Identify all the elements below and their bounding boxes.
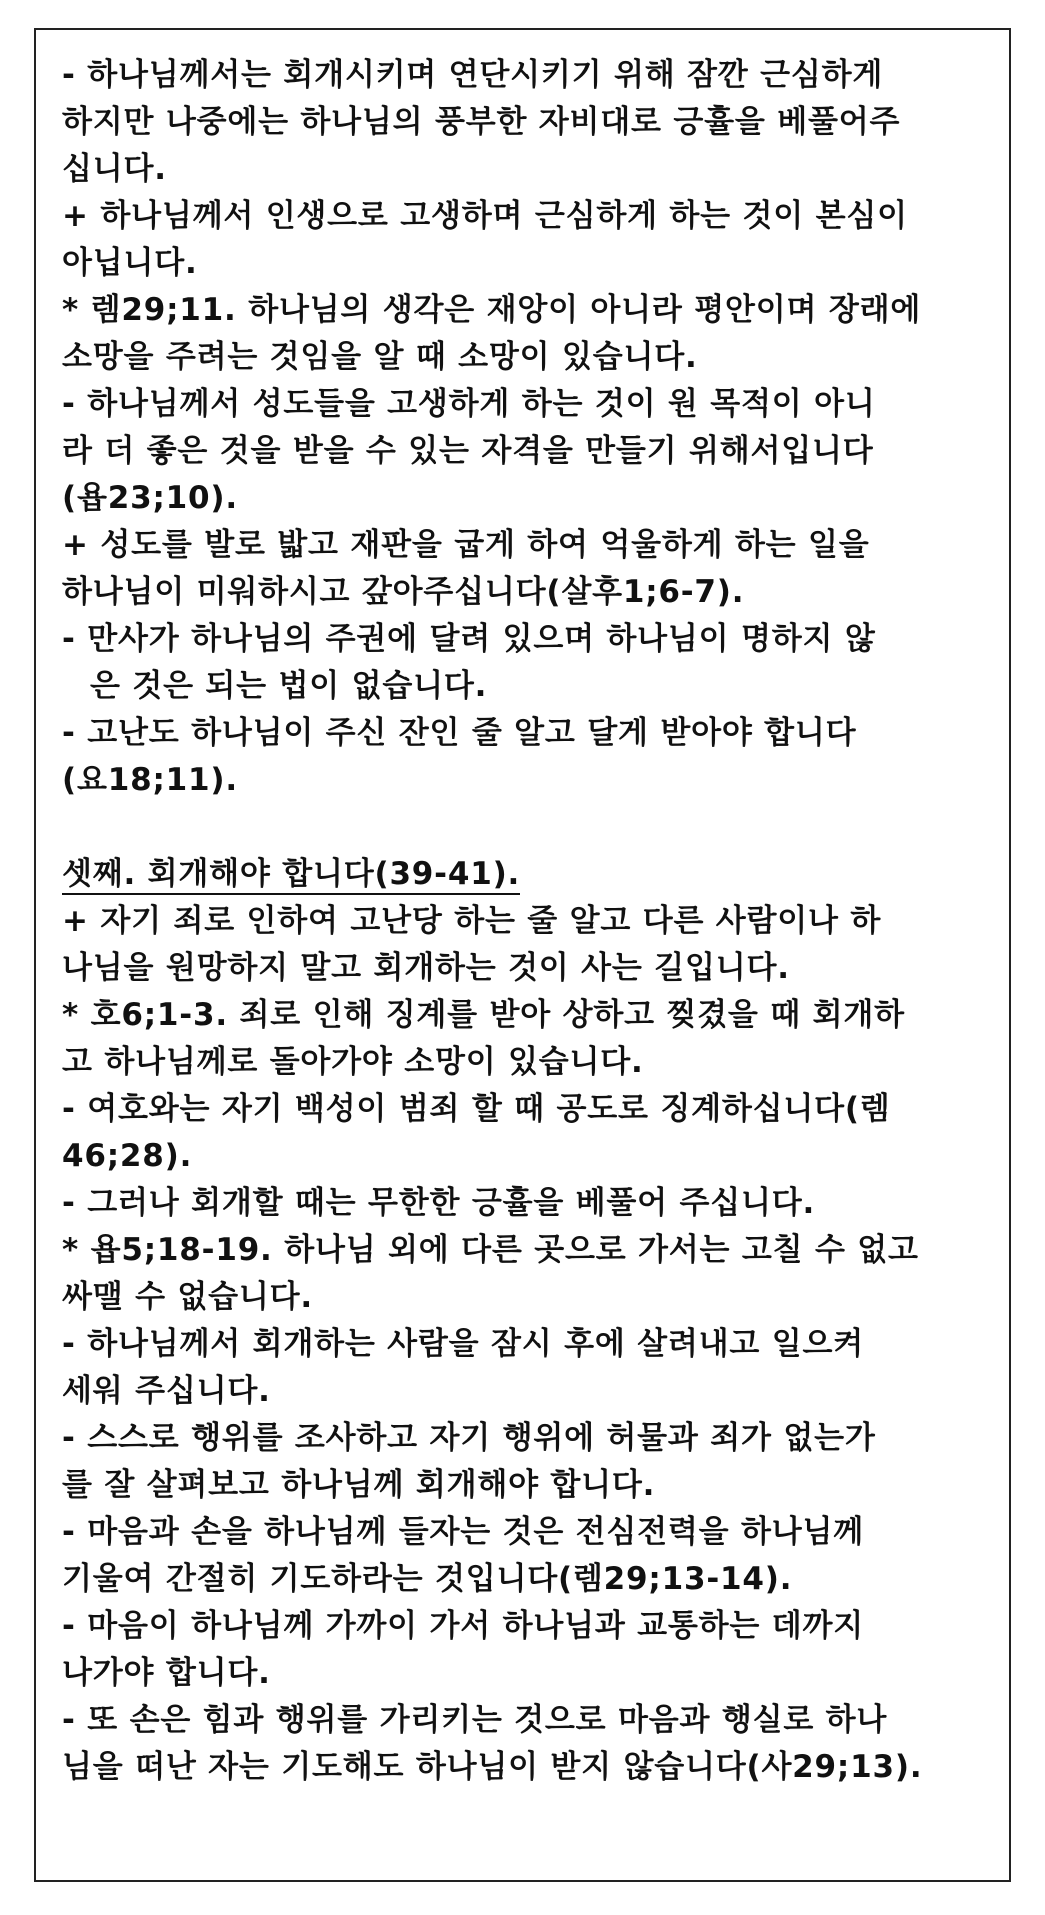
text-line: 싸맬 수 없습니다.: [62, 1279, 313, 1315]
text-line: * 욥5;18-19. 하나님 외에 다른 곳으로 가서는 고칠 수 없고: [62, 1232, 919, 1268]
text-line: 님을 떠난 자는 기도해도 하나님이 받지 않습니다(사29;13).: [62, 1749, 923, 1785]
text-line: 나가야 합니다.: [62, 1655, 271, 1691]
text-line: + 하나님께서 인생으로 고생하며 근심하게 하는 것이 본심이: [62, 198, 908, 234]
text-line: - 만사가 하나님의 주권에 달려 있으며 하나님이 명하지 않: [62, 621, 876, 657]
text-line: + 자기 죄로 인하여 고난당 하는 줄 알고 다른 사람이나 하: [62, 903, 882, 939]
text-line: * 호6;1-3. 죄로 인해 징계를 받아 상하고 찢겼을 때 회개하: [62, 997, 905, 1033]
text-line: 세워 주십니다.: [62, 1373, 271, 1409]
text-line: 기울여 간절히 기도하라는 것입니다(렘29;13-14).: [62, 1561, 793, 1597]
text-line: 를 잘 살펴보고 하나님께 회개해야 합니다.: [62, 1467, 656, 1503]
text-line: - 스스로 행위를 조사하고 자기 행위에 허물과 죄가 없는가: [62, 1420, 876, 1456]
text-line: - 그러나 회개할 때는 무한한 긍휼을 베풀어 주십니다.: [62, 1185, 816, 1221]
text-line: 나님을 원망하지 말고 회개하는 것이 사는 길입니다.: [62, 950, 790, 986]
text-line-indented: 은 것은 되는 법이 없습니다.: [90, 668, 488, 704]
text-line: - 하나님께서 성도들을 고생하게 하는 것이 원 목적이 아니: [62, 386, 876, 422]
text-line: - 마음이 하나님께 가까이 가서 하나님과 교통하는 데까지: [62, 1608, 864, 1644]
section-heading-text: 셋째. 회개해야 합니다(39-41).: [62, 856, 520, 895]
text-line: - 하나님께서 회개하는 사람을 잠시 후에 살려내고 일으켜: [62, 1326, 864, 1362]
text-line: 하지만 나중에는 하나님의 풍부한 자비대로 긍휼을 베풀어주: [62, 104, 901, 140]
text-line: + 성도를 발로 밟고 재판을 굽게 하여 억울하게 하는 일을: [62, 527, 870, 563]
document-body: [62, 52, 990, 1791]
text-line: - 고난도 하나님이 주신 잔인 줄 알고 달게 받아야 합니다: [62, 715, 857, 751]
text-line: * 렘29;11. 하나님의 생각은 재앙이 아니라 평안이며 장래에: [62, 292, 922, 328]
text-line: 라 더 좋은 것을 받을 수 있는 자격을 만들기 위해서입니다: [62, 433, 874, 469]
document-frame: [34, 28, 1011, 1882]
text-line: - 하나님께서는 회개시키며 연단시키기 위해 잠깐 근심하게: [62, 57, 884, 93]
text-line: 소망을 주려는 것임을 알 때 소망이 있습니다.: [62, 339, 698, 375]
text-line: 십니다.: [62, 151, 167, 187]
text-line: 하나님이 미워하시고 갚아주십니다(살후1;6-7).: [62, 574, 745, 610]
text-line: 아닙니다.: [62, 245, 198, 281]
text-line: - 마음과 손을 하나님께 들자는 것은 전심전력을 하나님께: [62, 1514, 864, 1550]
text-line: (요18;11).: [62, 762, 238, 798]
text-line: (욥23;10).: [62, 480, 238, 516]
text-line: - 여호와는 자기 백성이 범죄 할 때 공도로 징계하십니다(렘: [62, 1091, 891, 1127]
section-heading: [62, 851, 990, 898]
text-line: 고 하나님께로 돌아가야 소망이 있습니다.: [62, 1044, 644, 1080]
text-line: 46;28).: [62, 1138, 193, 1174]
text-line: - 또 손은 힘과 행위를 가리키는 것으로 마음과 행실로 하나: [62, 1702, 888, 1738]
blank-line: [62, 804, 990, 851]
